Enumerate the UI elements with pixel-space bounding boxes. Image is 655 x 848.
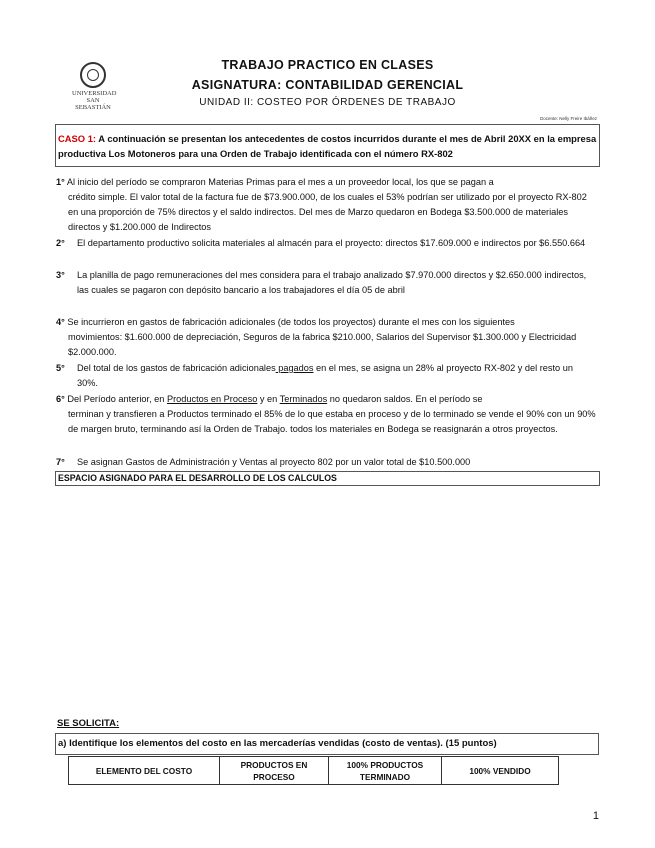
item-number: 5° xyxy=(56,363,65,373)
item-text: La planilla de pago remuneraciones del mes considera para el trabajo analizado $7.970.000 directos y $2.650.000 indirectos, las cuales se pagaron con depósito bancario a los trabajadores el día 05 de abril xyxy=(77,270,587,295)
item-6: 6° Del Período anterior, en Productos en Proceso y en Terminados no quedaron saldos. En el período se terminan y transfieren a Productos terminado el 85% de lo que estaba en proceso y de lo terminado se vende el 90% con un 90% de margen bruto, terminando así la Orden de Trabajo. todos los materiales en Bodega se reasignarán a otros proyectos. xyxy=(56,392,596,437)
item-text-continued: movimientos: $1.600.000 de depreciación, Seguros de la fabrica $210.000, Salarios del Supervisor $1.300.000 y Electricidad $2.000.000. xyxy=(68,332,577,357)
item-1 xyxy=(56,175,596,235)
item-text: Del total de los gastos de fabricación adicionales pagados en el mes, se asigna un 28% al proyecto RX-802 y del resto un 30%. xyxy=(77,363,573,388)
document-title: TRABAJO PRACTICO EN CLASES xyxy=(221,58,434,72)
item-text: Al inicio del período se compraron Materias Primas para el mes a un proveedor local, los que se pagan a xyxy=(64,177,494,187)
item-number: 1° xyxy=(56,177,65,187)
table-header-cell: 100% PRODUCTOS TERMINADO xyxy=(329,757,442,785)
item-text: Se asignan Gastos de Administración y Ventas al proyecto 802 por un valor total de $10.500.000 xyxy=(77,457,471,467)
logo-text: UNIVERSIDAD SAN SEBASTIÁN xyxy=(72,90,117,111)
item-7 xyxy=(56,455,596,470)
cost-elements-table xyxy=(68,756,559,785)
item-number: 3° xyxy=(56,270,65,280)
table-header-cell: ELEMENTO DEL COSTO xyxy=(69,757,220,785)
item-text-continued: crédito simple. El valor total de la factura fue de $73.900.000, de los cuales el 53% podrían ser utilizado por el proyecto RX-802 en una proporción de 75% directos y el saldo indirectos. Del mes de Marzo quedaron en Bodega $3.500.000 de materiales directos y $1.200.000 de Indirectos xyxy=(68,192,587,232)
item-5 xyxy=(56,361,596,391)
item-4 xyxy=(56,315,596,360)
item-number: 4° xyxy=(56,317,65,327)
item-text-continued: terminan y transfieren a Productos terminado el 85% de lo que estaba en proceso y de lo terminado se vende el 90% con un 90% de margen bruto, terminando así la Orden de Trabajo. todos los materiales en Bodega se reasignarán a otros proyectos. xyxy=(68,409,596,434)
question-a: a) Identifique los elementos del costo en las mercaderías vendidas (costo de ventas). (15 puntos) xyxy=(55,733,599,755)
page-number: 1 xyxy=(592,810,599,822)
item-number: 6° xyxy=(56,394,65,404)
item-2 xyxy=(56,236,596,251)
item-number: 7° xyxy=(56,457,65,467)
item-number: 2° xyxy=(56,238,65,248)
case-text: A continuación se presentan los antecedentes de costos incurridos durante el mes de Abril 20XX en la empresa productiva Los Motoneros para una Orden de Trabajo identificada con el número RX-802 xyxy=(58,133,597,159)
item-text: Se incurrieron en gastos de fabricación adicionales (de todos los proyectos) durante el mes con los siguientes xyxy=(64,317,515,327)
table-header-cell: 100% VENDIDO xyxy=(442,757,559,785)
unit-title: UNIDAD II: COSTEO POR ÓRDENES DE TRABAJO xyxy=(199,97,456,108)
item-3 xyxy=(56,268,596,298)
table-header-row xyxy=(69,757,559,785)
case-label: CASO 1: xyxy=(58,133,97,144)
underlined-term: Terminados xyxy=(279,394,328,404)
subject-title: ASIGNATURA: CONTABILIDAD GERENCIAL xyxy=(191,78,464,92)
teacher-name: Docente: Nelly Freire Ibáñez xyxy=(539,116,597,121)
case-box xyxy=(55,124,600,167)
item-text: El departamento productivo solicita materiales al almacén para el proyecto: directos $17.609.000 e indirectos por $6.550.664 xyxy=(77,238,586,248)
table-header-cell: PRODUCTOS EN PROCESO xyxy=(220,757,329,785)
workspace-label: ESPACIO ASIGNADO PARA EL DESARROLLO DE LOS CALCULOS xyxy=(55,471,600,486)
request-heading: SE SOLICITA: xyxy=(57,718,120,729)
underlined-term: Productos en Proceso xyxy=(166,394,258,404)
